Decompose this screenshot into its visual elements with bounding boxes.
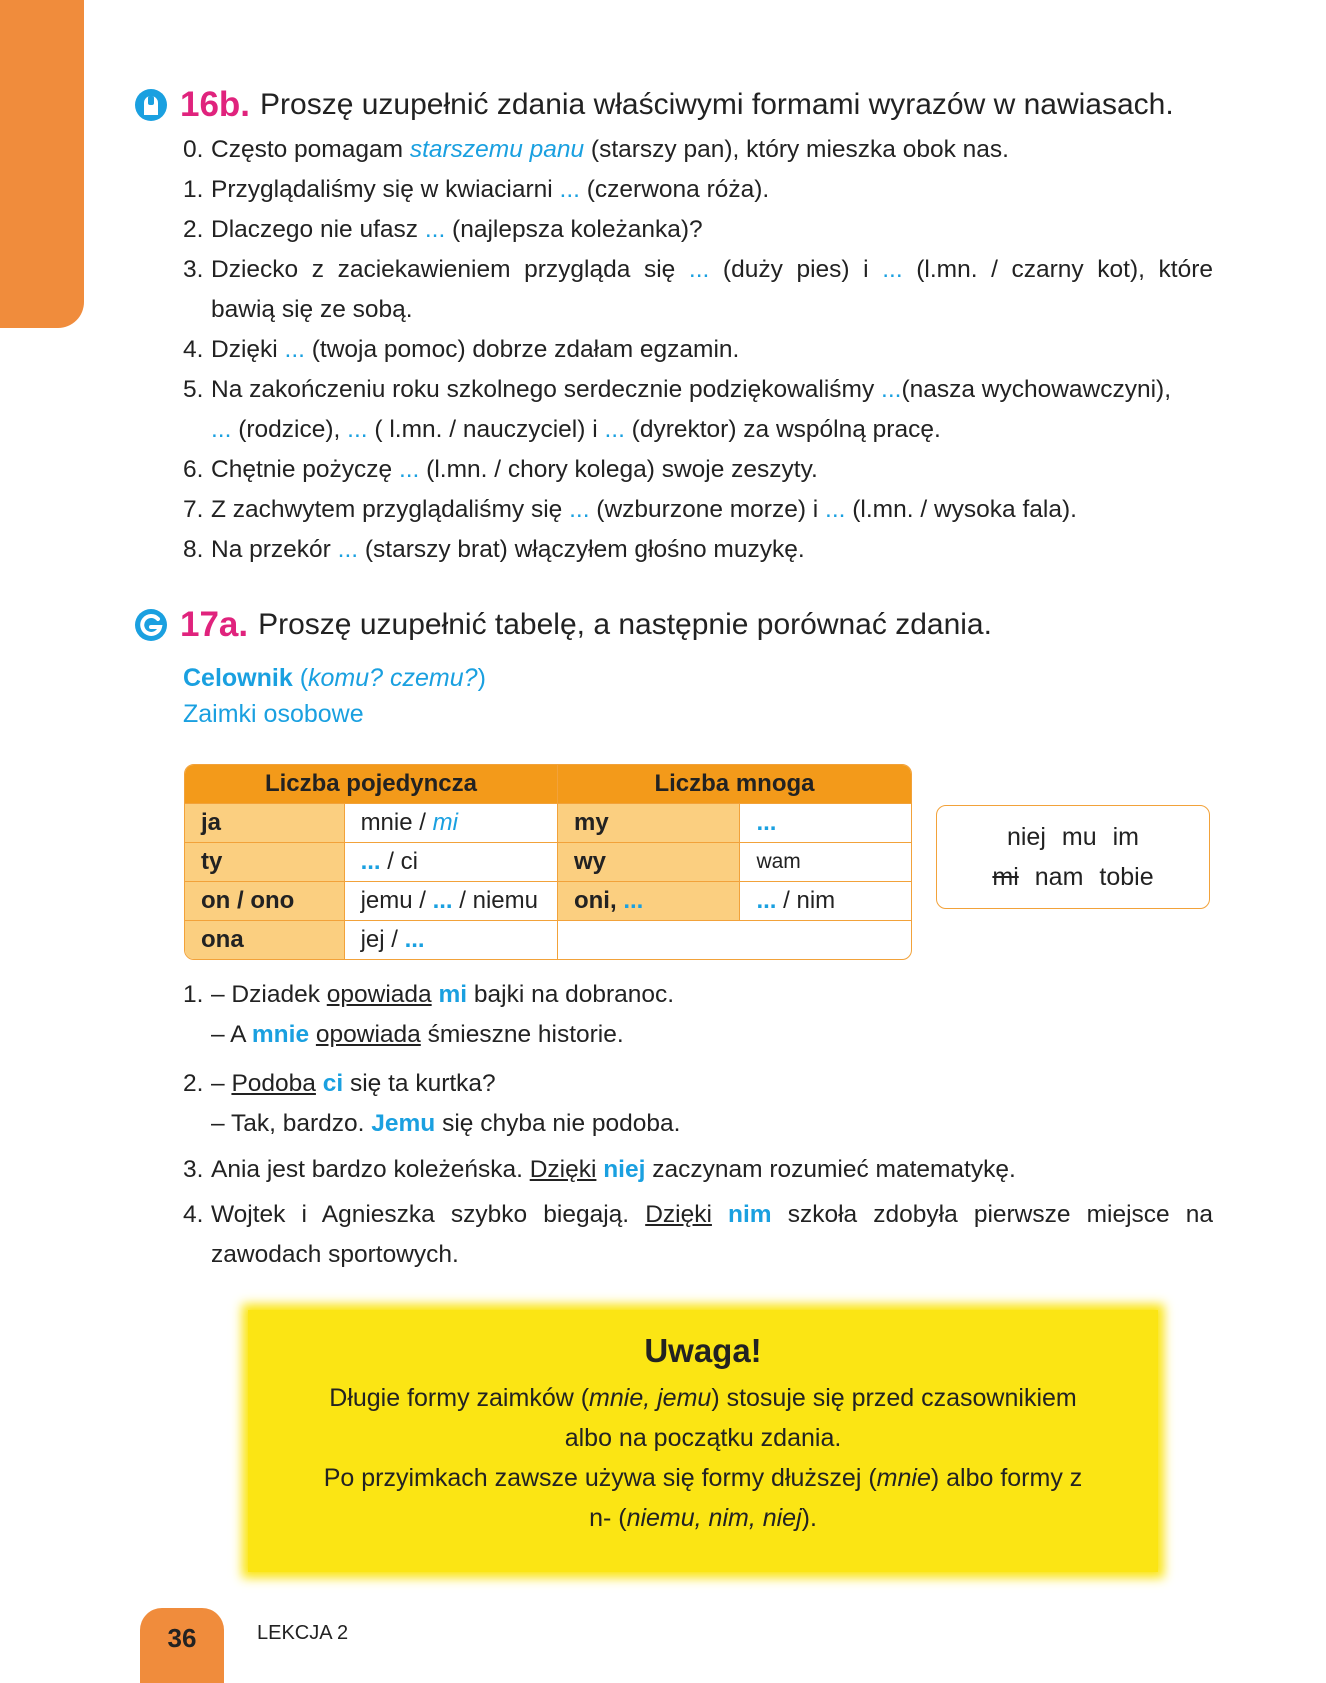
blank[interactable]: ... — [882, 256, 903, 283]
sentence-line: – Tak, bardzo. Jemu się chyba nie podoba. — [211, 1110, 681, 1137]
pronoun-table — [184, 764, 912, 960]
case-heading: Celownik (komu? czemu?) — [183, 664, 486, 692]
sentence: 2. – Podoba ci się ta kurtka? — [183, 1070, 496, 1097]
list-item-continuation: bawią się ze sobą. — [211, 296, 413, 323]
list-item: 2. Dlaczego nie ufasz ... (najlepsza koleżanka)? — [183, 216, 703, 243]
table-row: ja mnie / mi my ... — [185, 804, 911, 843]
list-item: 0. Często pomagam starszemu panu (starszy pan), który mieszka obok nas. — [183, 136, 1009, 163]
note-title: Uwaga! — [644, 1332, 762, 1369]
header-plural: Liczba mnoga — [558, 765, 911, 804]
blank[interactable]: ... — [756, 809, 777, 836]
list-item: 6. Chętnie pożyczę ... (l.mn. / chory kolega) swoje zeszyty. — [183, 456, 818, 483]
blank[interactable]: ... — [604, 416, 625, 443]
example-answer: starszemu panu — [409, 136, 585, 163]
list-item: 4. Dzięki ... (twoja pomoc) dobrze zdałam egzamin. — [183, 336, 740, 363]
pronouns-subtitle: Zaimki osobowe — [183, 700, 364, 728]
blank[interactable]: ... — [559, 176, 580, 203]
exercise-title: Proszę uzupełnić tabelę, a następnie porównać zdania. — [258, 608, 992, 641]
blank[interactable]: ... — [569, 496, 590, 523]
writing-hand-icon — [134, 88, 168, 122]
blank[interactable]: ... — [347, 416, 368, 443]
blank[interactable]: ... — [398, 456, 420, 483]
list-item: 1. Przyglądaliśmy się w kwiaciarni ... (czerwona róża). — [183, 176, 770, 203]
exercise-title: Proszę uzupełnić zdania właściwymi formami wyrazów w nawiasach. — [260, 88, 1174, 121]
side-tab — [0, 0, 84, 328]
sentence: 1. – Dziadek opowiada mi bajki na dobranoc. — [183, 981, 675, 1008]
sentence: 3. Ania jest bardzo koleżeńska. Dzięki niej zaczynam rozumieć matematykę. — [183, 1156, 1016, 1183]
blank[interactable]: ... — [432, 887, 453, 914]
word-bank: niej mu im mi nam tobie — [936, 805, 1210, 909]
list-item-continuation: ... (rodzice), ... ( l.mn. / nauczyciel) i ... (dyrektor) za wspólną pracę. — [211, 416, 941, 443]
grammar-g-icon — [134, 608, 168, 642]
table-row: ona jej / ... — [185, 921, 911, 959]
table-row: on / ono jemu / ... / niemu oni, ... ... / nim — [185, 882, 911, 921]
blank[interactable]: ... — [881, 376, 902, 403]
blank[interactable]: ... — [424, 216, 446, 243]
list-item: 7. Z zachwytem przyglądaliśmy się ... (wzburzone morze) i ... (l.mn. / wysoka fala). — [183, 496, 1077, 523]
sentence-line: zawodach sportowych. — [211, 1241, 459, 1268]
blank[interactable]: ... — [825, 496, 846, 523]
sentence-line: – A mnie opowiada śmieszne historie. — [211, 1021, 624, 1048]
exercise-17a-header — [134, 605, 992, 645]
list-item: 5. Na zakończeniu roku szkolnego serdecznie podziękowaliśmy ...(nasza wychowawczyni), — [183, 376, 1172, 403]
blank[interactable]: ... — [337, 536, 359, 563]
blank[interactable]: ... — [623, 887, 644, 914]
note-text: Długie formy zaimków (mnie, jemu) stosuje się przed czasownikiem albo na początku zdania. Po przyimkach zawsze używa się formy dłuższej (mnie) albo formy z n- (niemu, nim, niej). — [323, 1384, 1083, 1532]
blank[interactable]: ... — [360, 848, 381, 875]
list-item: 8. Na przekór ... (starszy brat) włączyłem głośno muzykę. — [183, 536, 805, 563]
list-item: 3. Dziecko z zaciekawieniem przygląda się ... (duży pies) i ... (l.mn. / czarny kot), które — [183, 256, 1213, 283]
note-box — [248, 1310, 1158, 1572]
header-singular: Liczba pojedyncza — [185, 765, 558, 804]
page-number: 36 — [140, 1608, 224, 1683]
table-row: ty ... / ci wy wam — [185, 843, 911, 882]
exercise-number: 17a. — [180, 605, 249, 644]
blank[interactable]: ... — [284, 336, 305, 363]
blank[interactable]: ... — [211, 416, 232, 443]
blank[interactable]: ... — [404, 926, 425, 953]
blank[interactable]: ... — [688, 256, 710, 283]
blank[interactable]: ... — [756, 887, 777, 914]
sentence: 4. Wojtek i Agnieszka szybko biegają. Dzięki nim szkoła zdobyła pierwsze miejsce na — [183, 1201, 1214, 1228]
lesson-label: LEKCJA 2 — [257, 1622, 349, 1644]
exercise-number: 16b. — [180, 85, 251, 124]
exercise-16b-header — [134, 85, 1174, 125]
